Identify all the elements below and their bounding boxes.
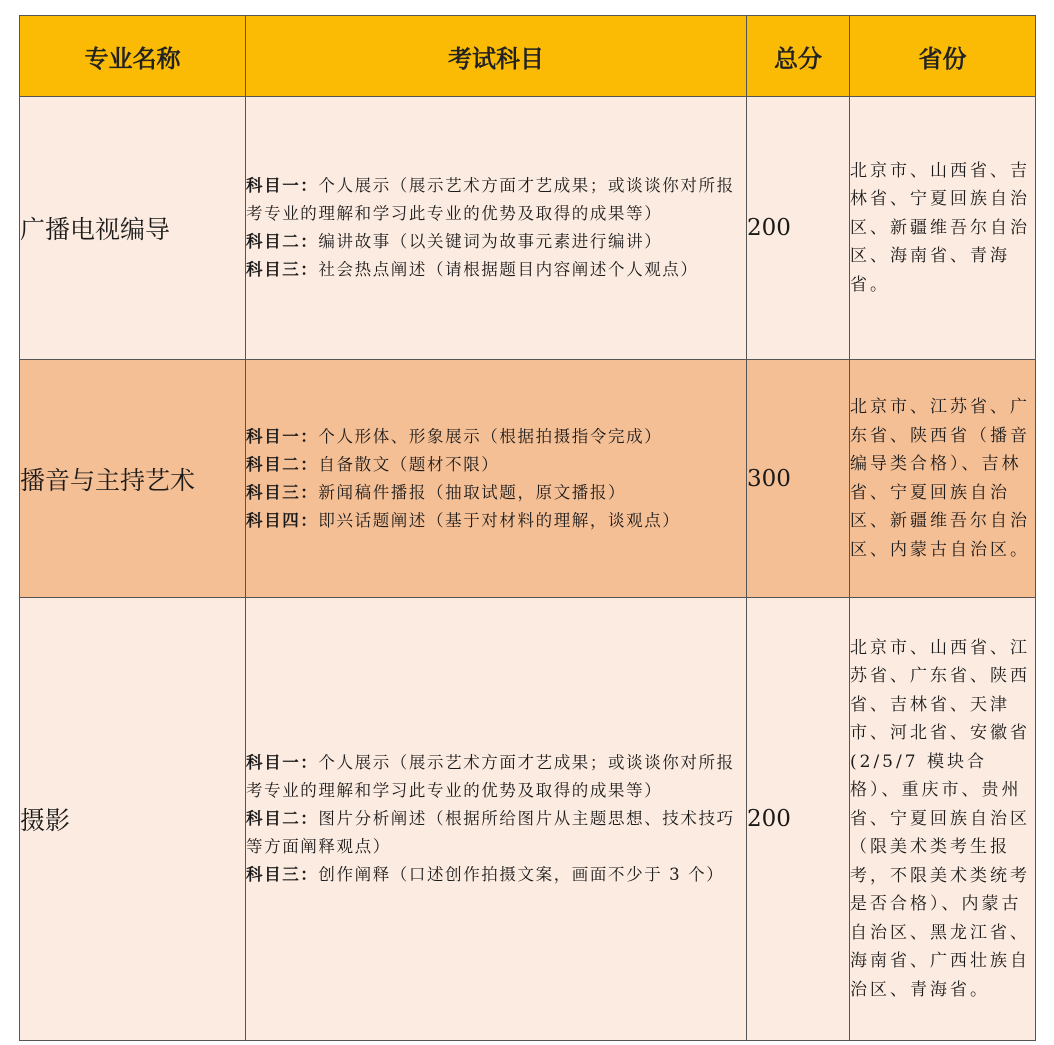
subject-text: 即兴话题阐述（基于对材料的理解，谈观点） [318,510,681,530]
subject-key: 科目一： [246,426,319,446]
subject-text: 自备散文（题材不限） [318,454,500,474]
total-score: 200 [747,97,850,360]
subject-item [246,805,746,861]
exam-subjects [246,360,747,598]
subject-text: 新闻稿件播报（抽取试题，原文播报） [318,482,627,502]
major-name: 播音与主持艺术 [20,360,246,598]
subject-key: 科目一： [246,176,319,195]
major-name: 广播电视编导 [20,97,246,360]
subject-item [246,423,746,451]
table-row [20,97,1036,360]
subject-text: 编讲故事（以关键词为故事元素进行编讲） [318,232,663,251]
subject-text: 个人展示（展示艺术方面才艺成果；或谈谈你对所报考专业的理解和学习此专业的优势及取得的成果等） [246,753,735,800]
header-major: 专业名称 [20,16,246,97]
table-row [20,360,1036,598]
subject-item [246,228,746,256]
total-score: 200 [747,598,850,1041]
subject-key: 科目二： [246,809,319,828]
subject-item [246,861,746,889]
subject-item [246,507,746,535]
header-subjects: 考试科目 [246,16,747,97]
subject-text: 图片分析阐述（根据所给图片从主题思想、技术技巧等方面阐释观点） [246,809,735,856]
exam-subjects [246,97,747,360]
subject-key: 科目二： [246,454,319,474]
subject-text: 个人展示（展示艺术方面才艺成果；或谈谈你对所报考专业的理解和学习此专业的优势及取得的成果等） [246,176,735,223]
provinces: 北京市、山西省、江苏省、广东省、陕西省、吉林省、天津市、河北省、安徽省(2/5/7 模块合格）、重庆市、贵州省、宁夏回族自治区（限美术类考生报考，不限美术类统考是否合格）、内蒙古自治区、黑龙江省、海南省、广西壮族自治区、青海省。 [850,598,1036,1041]
subject-text: 个人形体、形象展示（根据拍摄指令完成） [318,426,663,446]
subject-item [246,256,746,284]
exam-subjects [246,598,747,1041]
subject-key: 科目三： [246,865,319,884]
subject-key: 科目四： [246,510,319,530]
subject-item [246,749,746,805]
total-score: 300 [747,360,850,598]
header-provinces: 省份 [850,16,1036,97]
header-score: 总分 [747,16,850,97]
subject-key: 科目三： [246,260,319,279]
subject-text: 社会热点阐述（请根据题目内容阐述个人观点） [318,260,699,279]
provinces: 北京市、江苏省、广东省、陕西省（播音编导类合格）、吉林省、宁夏回族自治区、新疆维吾尔自治区、内蒙古自治区。 [850,360,1036,598]
subject-item [246,451,746,479]
subject-item [246,172,746,228]
subject-key: 科目二： [246,232,319,251]
subject-key: 科目三： [246,482,319,502]
subject-text: 创作阐释（口述创作拍摄文案，画面不少于 3 个） [318,865,725,884]
exam-subjects-table [19,15,1036,1041]
table-row [20,598,1036,1041]
major-name: 摄影 [20,598,246,1041]
provinces: 北京市、山西省、吉林省、宁夏回族自治区、新疆维吾尔自治区、海南省、青海省。 [850,97,1036,360]
subject-key: 科目一： [246,753,319,772]
subject-item [246,479,746,507]
header-row [20,16,1036,97]
